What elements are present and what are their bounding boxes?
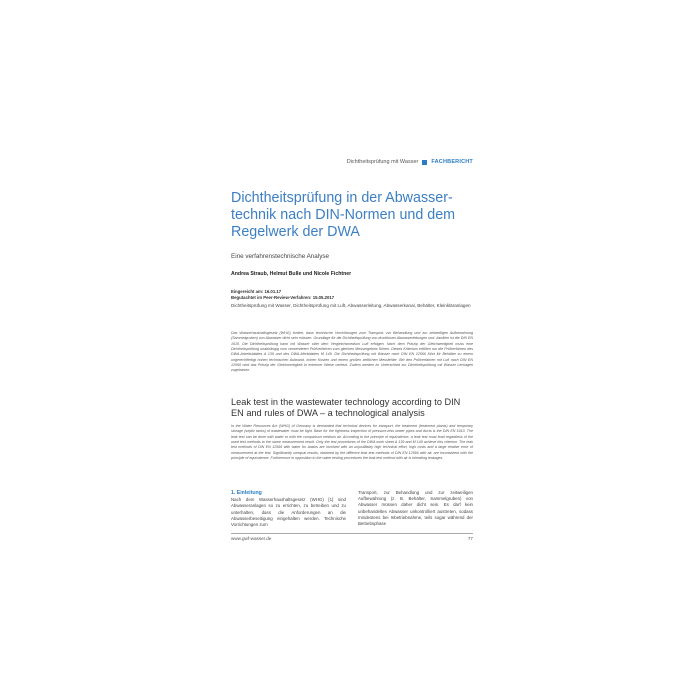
footer-rule (231, 533, 473, 534)
english-title: Leak test in the wastewater technology according to DIN EN and rules of DWA – a technological analysis (231, 397, 461, 418)
submission-dates (231, 289, 334, 301)
abstract-german: Das Wasserhaushaltsgesetz (WHG) fordert, dass technische Vorrichtungen zum Transport, zur Behandlung und zur zeitweiligen Aufbewahrung (Sammelgruben) von Abwasser dicht sein müssen. Grundlage für die Dichtheitsprüfung von drucklosen Abwasserleitungen und -kanälen ist die DIN EN 1610. Die Dichtheitsprüfung kann mit Wasser oder dem Vergleichsmedium Luft erfolgen. Nach dem Prinzip der Gleichwertigkeit muss eine Dichtheitsprüfung unabhängig vom verwendeten Prüfverfahren zum gleichen Messergebnis führen. Dieses Kriterium erfüllen nur die Prüfverfahren des DWA-Arbeitsblattes A 139 und des DWA-Merkblattes M 149. Die Dichtheitsprüfung mit Wasser nach DIN EN 12566 führt für Behälter zu einem ungerechtfertigt hohen technischen Aufwand, hohen Kosten und einem großen zeitlichen Messfehler. Bei den Prüfverfahren mit Luft nach DIN EN 12566 wird das Prinzip der Gleichwertigkeit in extremer Weise verletzt. Zudem werden im Unterschied zur Dichtheitsprüfung mit Wasser Leckagen zugelassen. (231, 331, 473, 373)
section-heading: 1. Einleitung (231, 490, 262, 496)
page-number: 77 (467, 536, 473, 541)
body-text-right: Transport, zur Behandlung und zur zeitweiligen Aufbewahrung (z. B. Behälter, Sammelgruben) von Abwasser müssen daher dicht sein. Es darf kein unbehandeltes Abwasser unkontrolliert austreten, sodass mindestens bei Inbetriebnahme, teils sogar während der Betriebsphase (358, 490, 473, 527)
running-header (231, 157, 473, 167)
footer-url: www.gwf-wasser.de (231, 536, 272, 541)
body-text-left: Nach dem Wasserhaushaltsgesetz (WHG) [1] sind Abwasseranlagen so zu errichten, zu betreiben und zu unterhalten, dass die Anforderungen an die Abwasserbeseitigung eingehalten werden. Technische Vorrichtungen zum (231, 497, 346, 528)
square-icon (422, 160, 427, 165)
peer-date: 15.05.2017 (312, 295, 335, 300)
received-date: 16.01.17 (264, 289, 282, 294)
header-tag: FACHBERICHT (431, 159, 473, 165)
article-title: Dichtheitsprüfung in der Abwassertechnik nach DIN-Normen und dem Regelwerk der DWA (231, 190, 456, 240)
authors: Andrea Straub, Helmut Bulle und Nicole Fichtner (231, 271, 352, 277)
body-column-left (231, 490, 346, 528)
received-label: Eingereicht am: (231, 289, 264, 294)
keywords: Dichtheitsprüfung mit Wasser, Dichtheitsprüfung mit Luft, Abwasserleitung, Abwasserkanal, Behälter, Kleinkläranlagen (231, 303, 471, 308)
peer-label: Begutachtet im Peer-Review-Verfahren: (231, 295, 312, 300)
article-subtitle: Eine verfahrenstechnische Analyse (231, 253, 330, 260)
body-column-right (358, 490, 473, 527)
header-section: Dichtheitsprüfung mit Wasser (346, 159, 419, 165)
abstract-english: In the Water Resources Act (WHG) of Germany is demanded that technical devices for transport, the treatment (treatment plants) and temporary storage (septic tanks) of wastewater must be tight. Base for the tightness inspection of pressure-less sewer pipes and ducts is the DIN EN 1610. The leak test can be done with water or with the comparison medium air. According to the principle of equivalence, a leak test must lead regardless of the used test methods to the same measurement result. Only the test procedures of the DWA work sheet A 139 and M 149 achieve this criterion. The leak test methods of DIN EN 12566 with water for basins are involved with an unjustifiably high technical effort, high costs and a large relative error of measurement at the test. Significantly unequal results, obtained by the different leak test methods of DIN EN 12566 with air, are inconsistent with the principle of equivalence. Furthermore in opposition to the water testing procedures the leak test method with air is tolerating leakages. (231, 424, 473, 461)
